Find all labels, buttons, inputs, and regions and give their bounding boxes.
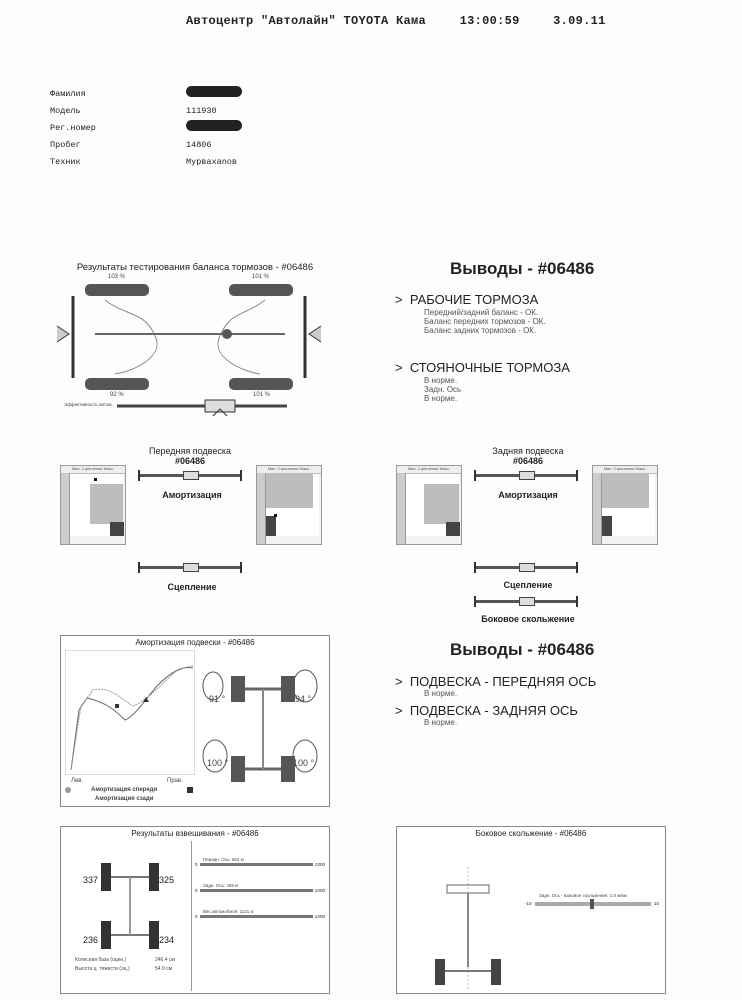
service-brakes-heading: > РАБОЧИЕ ТОРМОЗА [395, 292, 539, 307]
weight-rl: 236 [83, 935, 99, 945]
weight-bar-rear: Задн. Ось: 469 кг 0 2200 [195, 883, 325, 893]
parking-brakes-details: В норме. Задн. Ось В норме. [424, 376, 462, 403]
cg-value: 54.9 см [155, 966, 173, 972]
damping-right-label: Прав. [167, 778, 183, 784]
vehicle-info [50, 86, 242, 171]
damping-fl: 91 ° [209, 694, 226, 704]
weight-bar-total: Вес автомобиля: 1131 кг 0 2200 [195, 909, 325, 919]
side-slip-gauge: Задн. Ось - Боковое скольжение: 1.0 м/км -10 10 [525, 893, 659, 906]
damping-left-label: Лев. [71, 778, 84, 784]
wheelbase-value: 246.4 см [155, 957, 175, 963]
rear-right-grip-graph: Мин. Сцепление Макс. [592, 465, 658, 545]
front-left-grip-graph: Мин. Сцепление Макс. [60, 465, 126, 545]
damping-chart-title: Амортизация подвески - #06486 [135, 638, 255, 647]
report-time: 13:00:59 [459, 14, 520, 28]
front-axle-heading: > ПОДВЕСКА - ПЕРЕДНЯЯ ОСЬ [395, 674, 597, 689]
damping-chart-plot [65, 650, 195, 775]
weight-fr: 325 [159, 875, 175, 885]
conclusions-title-2: Выводы - #06486 [450, 640, 595, 659]
rear-axle-status: В норме. [424, 718, 458, 727]
legend-front: Амортизация спереди [91, 787, 158, 793]
rear-damping-label: Амортизация [498, 490, 558, 500]
rear-grip-slider [474, 566, 578, 569]
front-right-grip-graph: Мин. Сцепление Макс. [256, 465, 322, 545]
parking-brakes-heading: > СТОЯНОЧНЫЕ ТОРМОЗА [395, 360, 570, 375]
rear-left-pct: 92 % [110, 392, 124, 398]
front-left-pct: 103 % [108, 274, 126, 280]
damping-car-diagram [201, 656, 325, 802]
legend-front-square [187, 787, 193, 793]
report-date: 3.09.11 [553, 14, 606, 28]
service-brakes-details: Передний/задний баланс - ОК. Баланс передних тормозов - ОК. Баланс задних тормозов - ОК. [424, 308, 546, 335]
rear-left-grip-graph: Мин. Сцепление Макс. [396, 465, 462, 545]
front-susp-title: Передняя подвеска #06486 [148, 446, 231, 466]
wheelbase-label: Колесная база (оцен.) [75, 957, 127, 963]
cg-label: Высота ц. тяжести (оц.) [75, 966, 130, 972]
side-slip-car-diagram [433, 867, 503, 991]
rear-susp-title: Задняя подвеска #06486 [492, 446, 564, 466]
rear-grip-label: Сцепление [503, 580, 553, 590]
side-slip-title: Боковое скольжение - #06486 [475, 829, 587, 838]
redacted-regnum [186, 120, 242, 131]
front-grip-label: Сцепление [167, 582, 217, 592]
info-row-model: Модель 111930 [50, 106, 217, 116]
rear-axle-heading: > ПОДВЕСКА - ЗАДНЯЯ ОСЬ [395, 703, 578, 718]
damping-rl: 100 ° [207, 758, 229, 768]
info-row-surname: Фамилия [50, 86, 242, 103]
damping-fr: 94 ° [295, 694, 312, 704]
redacted-surname [186, 86, 242, 97]
weighing-panel [60, 826, 330, 994]
rear-damping-slider [474, 474, 578, 477]
weight-fl: 337 [83, 875, 99, 885]
damping-chart-panel [60, 635, 330, 807]
info-row-mileage: Пробег 14806 [50, 140, 212, 150]
weighing-title: Результаты взвешивания - #06486 [131, 829, 259, 838]
weight-rr: 234 [159, 935, 175, 945]
info-row-regnum: Рег.номер [50, 120, 242, 137]
report-header [186, 14, 632, 28]
rear-right-pct: 101 % [253, 392, 271, 398]
front-damping-slider [138, 474, 242, 477]
legend-rear: Амортизация сзади [95, 796, 154, 802]
front-grip-slider [138, 566, 242, 569]
front-right-pct: 101 % [252, 274, 270, 280]
side-slip-slider [474, 600, 578, 603]
service-center-name: Автоцентр "Автолайн" TOYOTA Кама [186, 14, 427, 28]
front-axle-status: В норме. [424, 689, 458, 698]
weight-bar-front: Передн. Ось: 662 кг 0 2200 [195, 857, 325, 867]
side-slip-label: Боковое скольжение [481, 614, 575, 624]
front-damping-label: Амортизация [162, 490, 222, 500]
efficiency-label: Эффективность автом. [64, 402, 113, 407]
side-slip-panel [396, 826, 666, 994]
legend-front-marker [65, 787, 71, 793]
damping-rr: 100 ° [293, 758, 315, 768]
brake-panel-title: Результаты тестирования баланса тормозов - #06486 [76, 262, 314, 273]
info-row-technician: Техник Мурвахanов [50, 157, 238, 167]
conclusions-title-1: Выводы - #06486 [450, 259, 595, 278]
